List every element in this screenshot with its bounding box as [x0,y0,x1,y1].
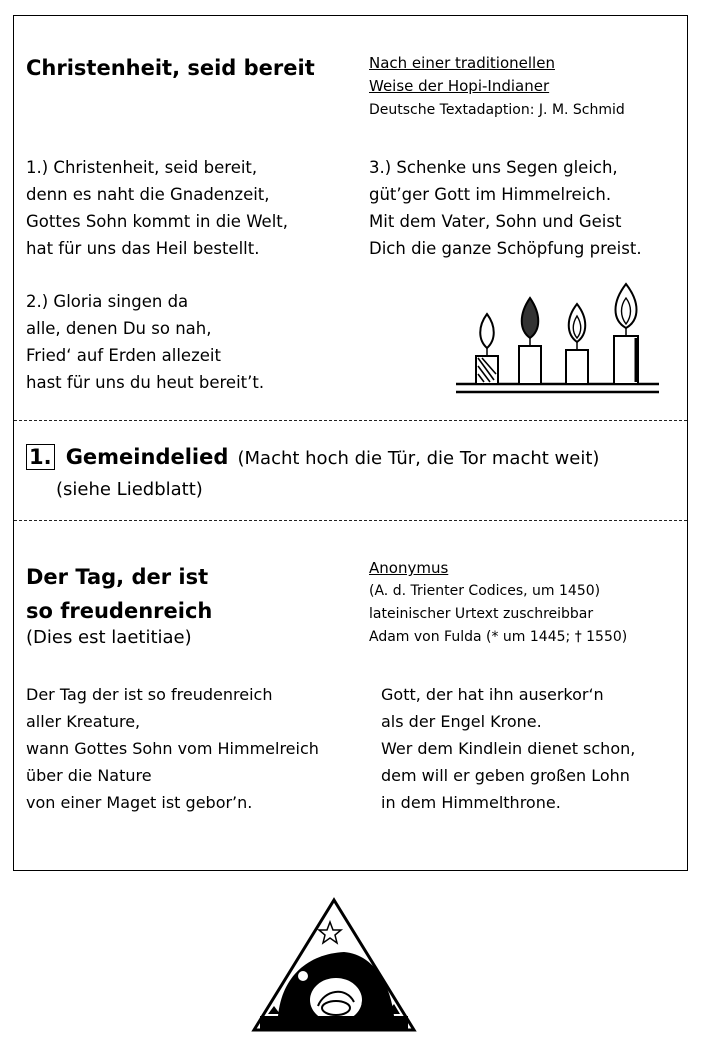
section-divider [14,420,687,421]
song2-verse-right [381,681,635,816]
verse-line: 1.) Christenheit, seid bereit, [26,158,258,177]
verse-line: dem will er geben großen Lohn [381,766,630,785]
verse-line: Fried‘ auf Erden allezeit [26,346,221,365]
verse-line: als der Engel Krone. [381,712,542,731]
section-divider [14,520,687,521]
verse-line: aller Kreature, [26,712,141,731]
song1-credit-line1: Nach einer traditionellen [369,54,555,72]
song2-title [26,560,212,628]
verse-line: Der Tag der ist so freudenreich [26,685,273,704]
verse-line: Gott, der hat ihn auserkor‘n [381,685,604,704]
song2-title-line1: Der Tag, der ist [26,565,209,589]
song2-credit-line3: lateinischer Urtext zuschreibbar [369,606,594,622]
song1-credit-line3: Deutsche Textadaption: J. M. Schmid [369,102,625,118]
four-advent-candles-icon [454,274,664,398]
verse-line: alle, denen Du so nah, [26,319,212,338]
verse-line: hast für uns du heut bereit’t. [26,373,265,392]
verse-line: denn es naht die Gnadenzeit, [26,185,270,204]
song1-credit-line2: Weise der Hopi-Indianer [369,77,550,95]
song2-credit-line4: Adam von Fulda (* um 1445; † 1550) [369,629,628,645]
song2-subtitle: (Dies est laetitiae) [26,627,192,648]
verse-line: von einer Maget ist gebor’n. [26,793,253,812]
song1-title: Christenheit, seid bereit [26,56,315,80]
verse-line: hat für uns das Heil bestellt. [26,239,260,258]
nativity-triangle-logo [248,896,420,1036]
verse-line: in dem Himmelthrone. [381,793,561,812]
song2-verse-left [26,681,319,816]
song1-verse3 [369,154,642,262]
leaflet-frame [13,15,688,871]
song2-credit-line2: (A. d. Trienter Codices, um 1450) [369,583,601,599]
verse-line: Gottes Sohn kommt in die Welt, [26,212,289,231]
hymn-heading [26,444,599,472]
hymn-detail: (Macht hoch die Tür, die Tor macht weit) [237,448,600,469]
song2-credit-line1: Anonymus [369,559,449,577]
verse-line: über die Nature [26,766,152,785]
verse-line: 2.) Gloria singen da [26,292,189,311]
verse-line: Mit dem Vater, Sohn und Geist [369,212,622,231]
verse-line: güt’ger Gott im Himmelreich. [369,185,612,204]
hymn-label: Gemeindelied [65,445,229,469]
verse-line: Dich die ganze Schöpfung preist. [369,239,642,258]
song1-verse2 [26,288,264,396]
song1-credit [369,52,625,122]
hymn-note: (siehe Liedblatt) [56,479,203,500]
verse-line: Wer dem Kindlein dienet schon, [381,739,636,758]
song2-credit [369,556,627,649]
song1-verse1 [26,154,288,262]
hymn-number: 1. [26,444,55,470]
verse-line: 3.) Schenke uns Segen gleich, [369,158,618,177]
song2-title-line2: so freudenreich [26,599,213,623]
verse-line: wann Gottes Sohn vom Himmelreich [26,739,319,758]
